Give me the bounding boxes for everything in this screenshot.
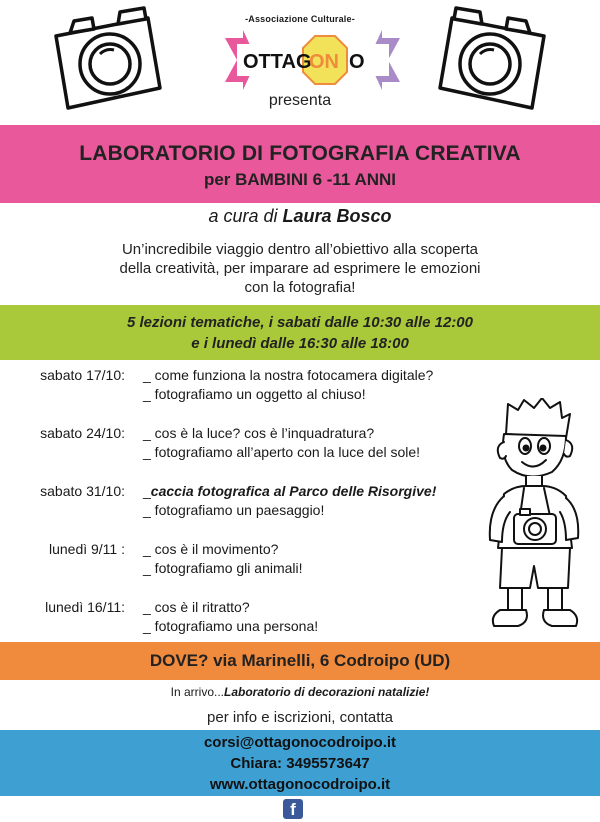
schedule-day: sabato 24/10: (40, 425, 125, 441)
topic-dash: _ (143, 483, 151, 499)
schedule-topic: _ cos è il movimento? (143, 541, 279, 557)
header (0, 0, 600, 122)
schedule-day: sabato 31/10: (40, 483, 125, 499)
schedule-topic: _ cos è il ritratto? (143, 599, 250, 615)
schedule-topic: _ cos è la luce? cos è l’inquadratura? (143, 425, 375, 441)
schedule-topic: _ fotografiamo un oggetto al chiuso! (143, 386, 366, 402)
schedule-day: lunedì 9/11 : (48, 541, 125, 557)
intro-line: della creatività, per imparare ad esprimere le emozioni (119, 260, 481, 277)
coming-prefix: In arrivo... (170, 685, 224, 699)
contact-phone[interactable]: Chiara: 3495573647 (230, 755, 370, 772)
svg-text:ON: ON (309, 51, 339, 73)
lessons-saturday: 5 lezioni tematiche, i sabati dalle 10:30 alle 12:00 (127, 314, 473, 331)
presenta-label: presenta (268, 92, 332, 109)
svg-text:O: O (349, 51, 365, 73)
title-band (0, 125, 600, 203)
ottagono-logo (225, 30, 400, 90)
schedule-topic-highlight (143, 482, 513, 501)
schedule-topic: _ fotografiamo gli animali! (143, 560, 303, 576)
course-audience: per BAMBINI 6 -11 ANNI (203, 170, 397, 189)
course-title: LABORATORIO DI FOTOGRAFIA CREATIVA (79, 142, 521, 165)
coming-soon (0, 685, 600, 699)
schedule-topic: _ fotografiamo una persona! (143, 618, 319, 634)
info-label: per info e iscrizioni, contatta (207, 709, 393, 726)
contact-email[interactable]: corsi@ottagonocodroipo.it (203, 734, 397, 751)
schedule-day: sabato 17/10: (40, 367, 125, 383)
svg-text:OTTAG: OTTAG (243, 51, 312, 73)
lessons-monday: e i lunedì dalle 16:30 alle 18:00 (191, 335, 409, 352)
intro-line: con la fotografia! (244, 279, 356, 296)
contacts-band (0, 730, 600, 796)
facebook-icon[interactable]: f (283, 799, 303, 819)
intro-line: Un’incredibile viaggio dentro all’obiettivo alla scoperta (121, 241, 479, 258)
coming-text: Laboratorio di decorazioni natalizie! (224, 685, 430, 699)
curator-prefix: a cura di (208, 206, 278, 226)
association-label: -Associazione Culturale- (245, 14, 355, 24)
location-band: DOVE? via Marinelli, 6 Codroipo (UD) (0, 642, 600, 680)
contact-website[interactable]: www.ottagonocodroipo.it (209, 776, 391, 793)
schedule-topic: _ come funziona la nostra fotocamera digitale? (143, 367, 434, 383)
curator-line (0, 206, 600, 227)
intro-text (70, 240, 530, 297)
topic-highlight-text: caccia fotografica al Parco delle Risorgive! (150, 483, 437, 499)
camera-icon (432, 6, 552, 116)
lessons-band (0, 305, 600, 360)
curator-name: Laura Bosco (282, 206, 392, 226)
schedule-topic: _ fotografiamo un paesaggio! (143, 502, 325, 518)
schedule-topic: _ fotografiamo all’aperto con la luce del sole! (143, 444, 421, 460)
schedule-day: lunedì 16/11: (45, 599, 125, 615)
kid-photographer-illustration (478, 398, 588, 633)
